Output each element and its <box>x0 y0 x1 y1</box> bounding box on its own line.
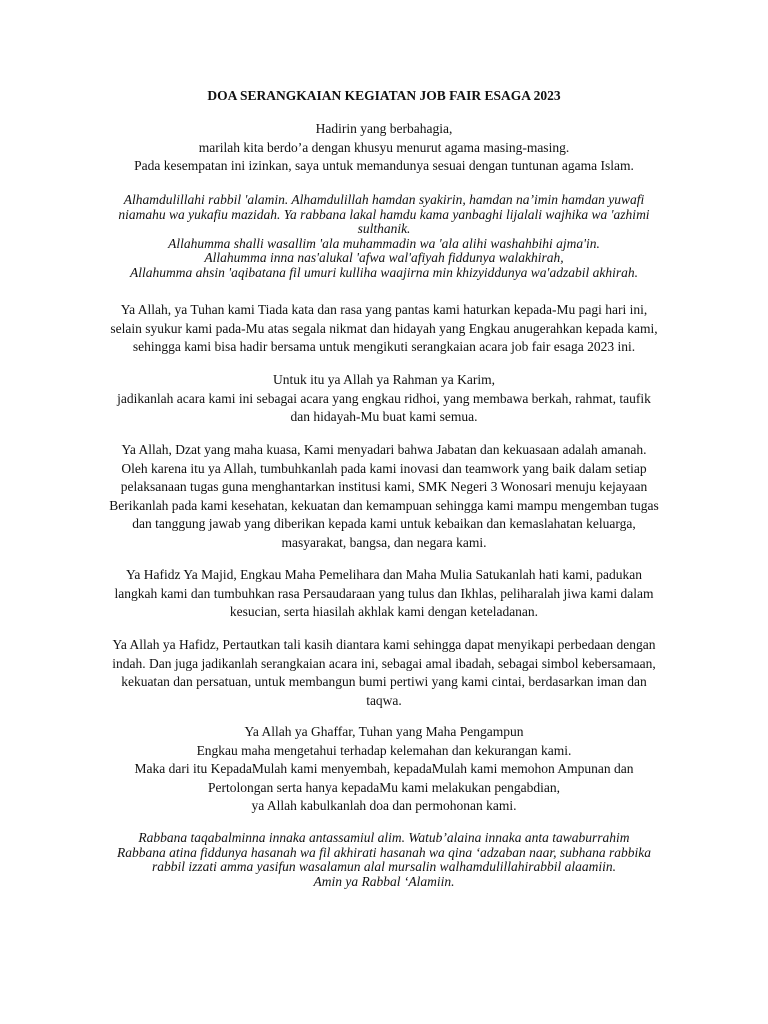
text-line: Allahumma inna nas'alukal 'afwa wal'afiyah fiddunya walakhirah, <box>204 250 564 266</box>
paragraph-greeting <box>60 120 708 176</box>
text-line: Pertolongan serta hanya kepadaMu kami melakukan pengabdian, <box>207 779 560 795</box>
text-line: Alhamdulillahi rabbil 'alamin. Alhamdulillah hamdan syakirin, hamdan na’imin hamdan yuwafi <box>123 192 645 207</box>
text-line: Untuk itu ya Allah ya Rahman ya Karim, <box>273 372 495 387</box>
paragraph-closing-prayer <box>60 831 708 889</box>
text-line: Maka dari itu KepadaMulah kami menyembah, kepadaMulah kami memohon Ampunan dan <box>134 761 634 777</box>
text-line: Rabbana taqabalminna innaka antassamiul alim. Watub’alaina innaka anta tawaburrahim <box>138 830 630 845</box>
paragraph-opening-prayer <box>60 193 708 281</box>
text-line: Ya Allah, Dzat yang maha kuasa, Kami menyadari bahwa Jabatan dan kekuasaan adalah amanah. <box>121 442 647 457</box>
text-line: dan tanggung jawab yang diberikan kepada kami untuk kebaikan dan kemaslahatan keluarga, <box>132 516 636 532</box>
text-line: Pada kesempatan ini izinkan, saya untuk memandunya sesuai dengan tuntunan agama Islam. <box>134 158 634 174</box>
text-line: Berikanlah pada kami kesehatan, kekuatan dan kemampuan sehingga kami mampu mengemban tugas <box>109 497 659 513</box>
text-line: rabbil izzati amma yasifun wasalamun alal mursalin walhamdulillahirabbil alaamiin. <box>152 859 616 875</box>
text-line: Engkau maha mengetahui terhadap kelemahan dan kekurangan kami. <box>196 742 572 758</box>
text-line: sehingga kami bisa hadir bersama untuk mengikuti serangkaian acara job fair esaga 2023 ini. <box>132 339 636 355</box>
text-line: Allahumma ahsin 'aqibatana fil umuri kulliha waajirna min khizyiddunya wa'adzabil akhirah. <box>130 264 638 280</box>
text-line: dan hidayah-Mu buat kami semua. <box>290 409 478 425</box>
text-line: marilah kita berdo’a dengan khusyu menurut agama masing-masing. <box>198 139 570 155</box>
text-line: Ya Allah ya Hafidz, Pertautkan tali kasih diantara kami sehingga dapat menyikapi perbedaan dengan <box>112 637 656 652</box>
text-line: Ya Allah, ya Tuhan kami Tiada kata dan rasa yang pantas kami haturkan kepada-Mu pagi hari ini, <box>120 302 648 317</box>
paragraph-togetherness <box>60 636 708 710</box>
text-line: pelaksanaan tugas guna menghantarkan institusi kami, SMK Negeri 3 Wonosari menuju kejayaan <box>120 479 648 495</box>
text-line: niamahu wa yukafiu mazidah. Ya rabbana lakal hamdu kama yanbaghi lijalali wajhika wa 'azhimi <box>118 206 650 222</box>
text-line: sulthanik. <box>357 221 411 237</box>
text-line: Ya Allah ya Ghaffar, Tuhan yang Maha Pengampun <box>244 724 524 739</box>
text-line: kekuatan dan persatuan, untuk membangun bumi pertiwi yang kami cintai, berdasarkan iman dan <box>121 674 647 690</box>
text-line: Allahumma shalli wasallim 'ala muhammadin wa 'ala alihi washahbihi ajma'in. <box>168 235 600 251</box>
text-line: kesucian, serta hiasilah akhlak kami dengan keteladanan. <box>229 604 539 620</box>
text-line: selain syukur kami pada-Mu atas segala nikmat dan hidayah yang Engkau anugerahkan kepada kami, <box>110 320 658 336</box>
text-line: indah. Dan juga jadikanlah serangkaian acara ini, sebagai amal ibadah, sebagai simbol kebersamaan, <box>112 655 656 671</box>
text-line: Amin ya Rabbal ‘Alamiin. <box>313 873 455 889</box>
paragraph-gratitude <box>60 301 708 357</box>
text-line: jadikanlah acara kami ini sebagai acara yang engkau ridhoi, yang membawa berkah, rahmat, taufik <box>117 390 651 406</box>
text-line: langkah kami dan tumbuhkan rasa Persaudaraan yang tulus dan Ikhlas, peliharalah jiwa kami dalam <box>114 585 654 601</box>
text-line: masyarakat, bangsa, dan negara kami. <box>281 534 487 550</box>
paragraph-amanah <box>60 441 708 553</box>
paragraph-unity <box>60 566 708 622</box>
paragraph-forgiveness <box>60 723 708 816</box>
text-line: Hadirin yang berbahagia, <box>315 121 453 136</box>
document-title: DOA SERANGKAIAN KEGIATAN JOB FAIR ESAGA 2023 <box>207 88 561 103</box>
text-line: Oleh karena itu ya Allah, tumbuhkanlah pada kami inovasi dan teamwork yang baik dalam setiap <box>121 460 647 476</box>
paragraph-request <box>60 371 708 427</box>
text-line: Rabbana atina fiddunya hasanah wa fil akhirati hasanah wa qina ‘adzaban naar, subhana rabbika <box>116 844 651 860</box>
text-line: Ya Hafidz Ya Majid, Engkau Maha Pemelihara dan Maha Mulia Satukanlah hati kami, padukan <box>125 567 642 582</box>
text-line: ya Allah kabulkanlah doa dan permohonan kami. <box>251 798 517 814</box>
text-line: taqwa. <box>366 692 402 708</box>
